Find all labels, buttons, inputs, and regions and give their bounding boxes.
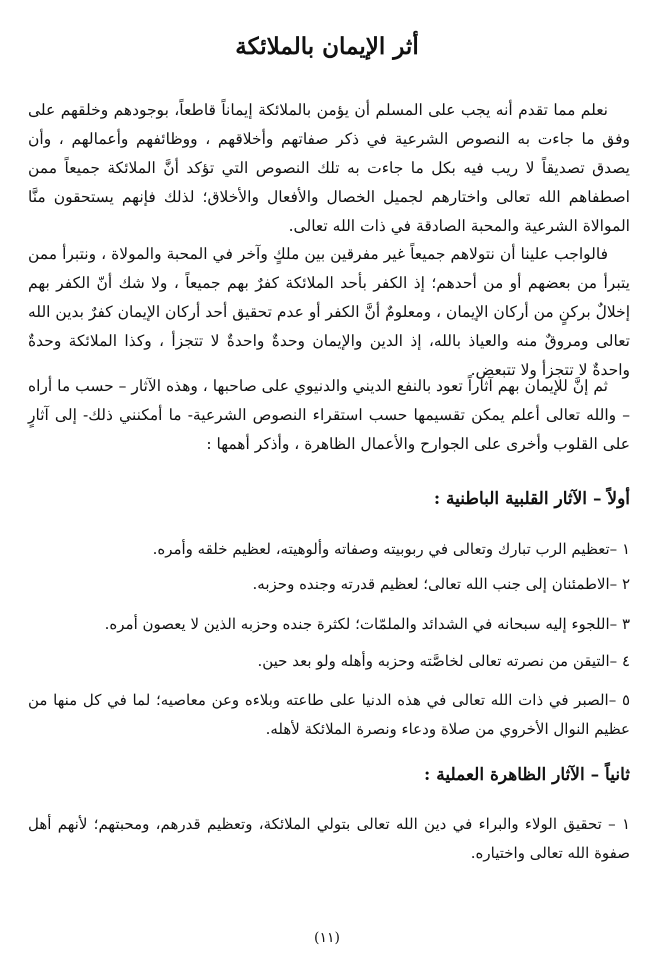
list-item: ١ – تحقيق الولاء والبراء في دين الله تعالى بتولي الملائكة، وتعظيم قدرهم، ومحبتهم؛ لأنهم أهل صفوة الله تعالى واختياره.: [28, 815, 630, 862]
list-item: ٥ –الصبر في ذات الله تعالى في هذه الدنيا على طاعته وبلاءه وعن معاصيه؛ لما في كل منها من عظيم النوال الأخروي من صلاة ودعاء ونصرة الملائكة لأهله.: [28, 691, 630, 738]
paragraph-1: نعلم مما تقدم أنه يجب على المسلم أن يؤمن بالملائكة إيماناً قاطعاً، بوجودهم وخلقهم على وفق ما جاءت به النصوص الشرعية في ذكر صفاتهم وأخلاقهم ، ووظائفهم وأعمالهم ، وأن يصدق تصديقاً لا ريب فيه بكل ما جاءت به تلك النصوص التي تؤكد أنَّ الملائكة جميعاً ممن اصطفاهم الله تعالى واختارهم لجميل الخصال والأفعال والأخلاق؛ لذلك فإنهم يستحقون منَّا الموالاة الشرعية والمحبة الصادقة في ذات الله تعالى.: [28, 101, 630, 235]
section-heading-outer-effects: ثانياً – الآثار الظاهرة العملية :: [424, 765, 630, 785]
page-title: أثر الإيمان بالملائكة: [235, 33, 419, 60]
list-item: ٤ –التيقن من نصرته تعالى لخاصَّته وحزبه وأهله ولو بعد حين.: [257, 652, 630, 670]
paragraph-3: ثم إنَّ للإيمان بهم آثاراً تعود بالنفع الديني والدنيوي على صاحبها ، وهذه الآثار – حسب ما أراه – والله تعالى أعلم يمكن تقسيمها حسب استقراء النصوص الشرعية- ما أمكنني ذلك- إلى آثارٍ على القلوب وأخرى على الجوارح والأعمال الظاهرة ، وأذكر أهمها :: [28, 377, 630, 453]
page-number: (١١): [314, 930, 340, 946]
list-item: ١ –تعظيم الرب تبارك وتعالى في ربوبيته وصفاته وألوهيته، لعظيم خلقه وأمره.: [152, 540, 630, 558]
section-heading-inner-effects: أولاً – الآثار القلبية الباطنية :: [433, 489, 630, 509]
list-item: ٢ –الاطمئنان إلى جنب الله تعالى؛ لعظيم قدرته وجنده وحزبه.: [252, 575, 630, 593]
list-item: ٣ –اللجوء إليه سبحانه في الشدائد والملمّات؛ لكثرة جنده وحزبه الذين لا يعصون أمره.: [104, 615, 630, 633]
paragraph-2: فالواجب علينا أن نتولاهم جميعاً غير مفرقين بين ملكٍ وآخر في المحبة والمولاة ، ونتبرأ ممن يتبرأ من بعضهم أو من أحدهم؛ إذ الكفر بأحد الملائكة كفرٌ بهم جميعاً ، ولا شك أنّ الكفر بهم إخلالٌ بركنٍ من أركان الإيمان ، ومعلومٌ أنَّ الكفر أو عدم تحقيق أحد أركان الإيمان كفرٌ بدين الله تعالى ومروقٌ منه والعياذ بالله، إذ الدين والإيمان وحدةٌ واحدةٌ لا تتجزأ ، وكذا الملائكة وحدةٌ واحدةٌ لا تتجزأ ولا تتبعض.: [28, 245, 630, 379]
